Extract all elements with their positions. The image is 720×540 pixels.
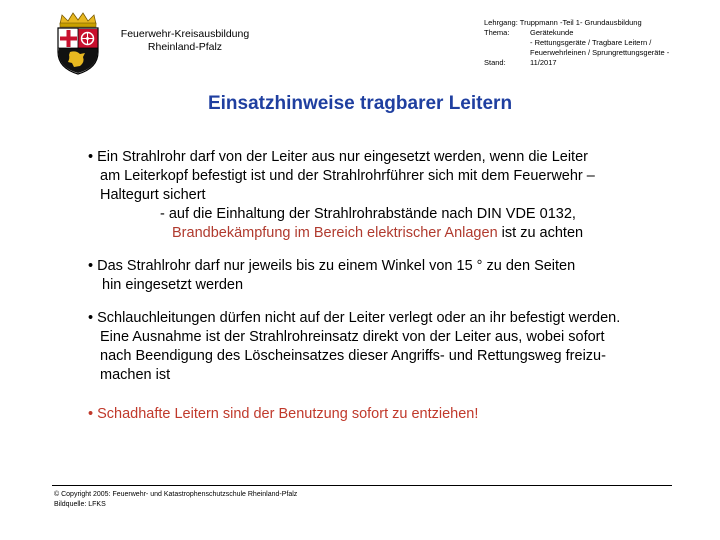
content-body (88, 148, 698, 438)
bullet-1-subline-2 (88, 224, 698, 243)
bullet-3 (88, 309, 698, 385)
bullet-2-line-2: hin eingesetzt werden (102, 277, 244, 293)
course-metadata (484, 18, 714, 68)
standard-reference: Brandbekämpfung im Bereich elektrischer Anlagen (172, 225, 498, 241)
bullet-4-line-1: • Schadhafte Leitern sind der Benutzung sofort zu entziehen! (88, 406, 479, 422)
bullet-3-line-1: • Schlauchleitungen dürfen nicht auf der Leiter verlegt oder an ihr befestigt werden. (88, 310, 621, 326)
course-value: Truppmann -Teil 1- Grundausbildung (519, 18, 642, 27)
footer (54, 490, 297, 510)
coat-of-arms-icon (52, 12, 104, 76)
bullet-1-subline-2-rest: ist zu achten (497, 225, 584, 241)
bullet-1-subline-1: - auf die Einhaltung der Strahlrohrabstände nach DIN VDE 0132, (160, 206, 576, 222)
status-value: 11/2017 (530, 58, 557, 67)
bullet-2-line-1: • Das Strahlrohr darf nur jeweils bis zu einem Winkel von 15 ° zu den Seiten (88, 258, 576, 274)
bullet-1-line-2: am Leiterkopf befestigt ist und der Strahlrohrführer sich mit dem Feuerwehr – (100, 168, 595, 184)
page-title: Einsatzhinweise tragbarer Leitern (207, 93, 513, 114)
organization-name (110, 28, 260, 54)
bullet-3-line-2: Eine Ausnahme ist der Strahlrohreinsatz direkt von der Leiter aus, wobei sofort (100, 329, 605, 345)
topic-detail-2: Feuerwehrleinen / Sprungrettungsgeräte - (530, 48, 670, 57)
image-source-text: Bildquelle: LFKS (54, 501, 106, 508)
bullet-1-line-3: Haltegurt sichert (100, 187, 206, 203)
course-label: Lehrgang: (484, 18, 518, 27)
org-line-2: Rheinland-Pfalz (147, 41, 223, 53)
topic-detail-1: - Rettungsgeräte / Tragbare Leitern / (530, 38, 652, 47)
copyright-text: © Copyright 2005: Feuerwehr- und Katastrophenschutzschule Rheinland-Pfalz (54, 491, 298, 498)
bullet-2 (88, 257, 698, 295)
bullet-1-line-1: • Ein Strahlrohr darf von der Leiter aus nur eingesetzt werden, wenn die Leiter (88, 149, 588, 165)
org-line-1: Feuerwehr-Kreisausbildung (120, 28, 250, 40)
footer-divider (52, 485, 672, 486)
bullet-3-line-4: machen ist (100, 367, 171, 383)
topic-value: Gerätekunde (530, 28, 574, 37)
topic-label: Thema: (484, 28, 510, 37)
bullet-1 (88, 148, 698, 243)
bullet-3-line-3: nach Beendigung des Löscheinsatzes dieser Angriffs- und Rettungsweg freizu- (100, 348, 606, 364)
bullet-4 (88, 405, 698, 424)
status-label: Stand: (484, 58, 506, 67)
